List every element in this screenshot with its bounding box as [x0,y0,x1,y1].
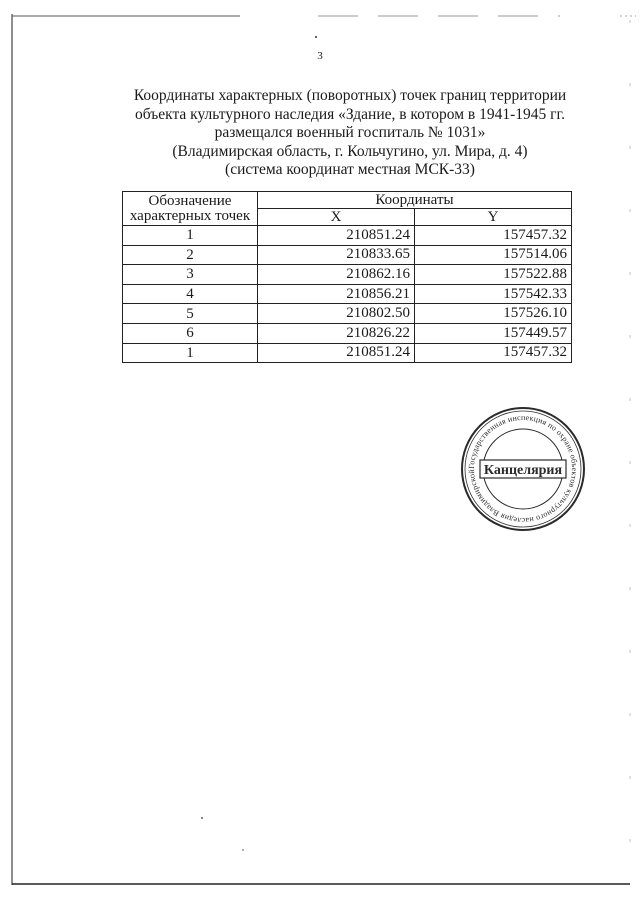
point-id: 1 [123,343,258,363]
header-y: Y [415,209,572,226]
table-row [123,284,572,304]
point-id: 2 [123,245,258,265]
office-stamp [458,404,588,534]
heading-line-4: (Владимирская область, г. Кольчугино, ул. Мира, д. 4) [172,142,528,160]
coord-y: 157449.57 [415,323,572,343]
document-heading [100,87,600,180]
coord-y: 157522.88 [415,265,572,285]
stamp-seal [458,404,588,534]
coord-x: 210826.22 [258,323,415,343]
table-row [123,343,572,363]
table-row [123,304,572,324]
coord-x: 210862.16 [258,265,415,285]
coordinates-table [122,191,572,363]
stamp-ring-text: Государственная инспекция по охране объектов культурного наследия Владимирской [466,412,580,526]
heading-line-3: размещался военный госпиталь № 1031» [214,124,486,141]
header-x: X [258,209,415,226]
coord-x: 210802.50 [258,304,415,324]
coord-y: 157457.32 [415,226,572,246]
point-id: 1 [123,226,258,246]
header-designation: Обозначение характерных точек [123,192,258,226]
coord-x: 210833.65 [258,245,415,265]
coord-y: 157542.33 [415,284,572,304]
coord-y: 157457.32 [415,343,572,363]
table-row [123,265,572,285]
header-coordinates: Координаты [258,192,572,209]
heading-line-5: (система координат местная МСК-33) [225,161,475,178]
coord-y: 157526.10 [415,304,572,324]
table-row [123,226,572,246]
point-id: 5 [123,304,258,324]
heading-line-2: объекта культурного наследия «Здание, в котором в 1941-1945 гг. [134,105,566,123]
page-number: 3 [317,50,323,62]
coord-x: 210856.21 [258,284,415,304]
table-row [123,323,572,343]
coord-x: 210851.24 [258,343,415,363]
table-row [123,245,572,265]
point-id: 6 [123,323,258,343]
point-id: 3 [123,265,258,285]
point-id: 4 [123,284,258,304]
heading-line-1: Координаты характерных (поворотных) точек границ территории [133,87,567,104]
coord-x: 210851.24 [258,226,415,246]
coord-y: 157514.06 [415,245,572,265]
stamp-center-text: Канцелярия [483,463,563,478]
